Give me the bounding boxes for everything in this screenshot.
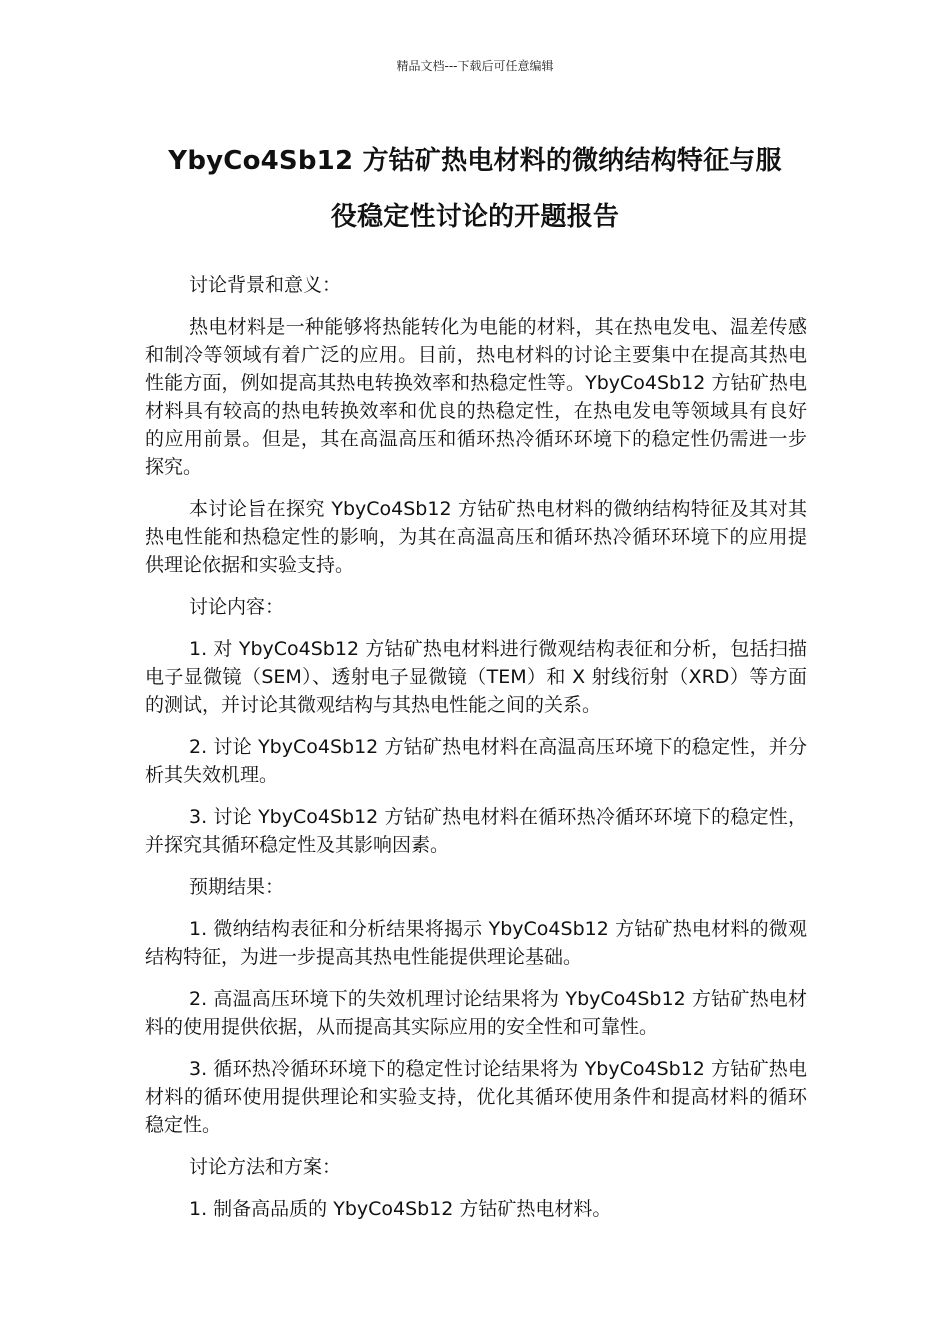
paragraph-purpose: 本讨论旨在探究 YbyCo4Sb12 方钴矿热电材料的微纳结构特征及其对其热电性能和热稳定性的影响，为其在高温高压和循环热冷循环环境下的应用提供理论依据和实验支持。: [145, 498, 807, 576]
content-item-1: 1. 对 YbyCo4Sb12 方钴矿热电材料进行微观结构表征和分析，包括扫描电子显微镜（SEM）、透射电子显微镜（TEM）和 X 射线衍射（XRD）等方面的测试，并讨论其微观结构与其热电性能之间的关系。: [145, 638, 807, 716]
paragraph-background: 热电材料是一种能够将热能转化为电能的材料，其在热电发电、温差传感和制冷等领域有着广泛的应用。目前，热电材料的讨论主要集中在提高其热电性能方面，例如提高其热电转换效率和热稳定性等。YbyCo4Sb12 方钴矿热电材料具有较高的热电转换效率和优良的热稳定性，在热电发电等领域具有良好的应用前景。但是，其在高温高压和循环热冷循环环境下的稳定性仍需进一步探究。: [145, 316, 807, 478]
section-heading-content: 讨论内容：: [189, 596, 285, 618]
content-item-3: 3. 讨论 YbyCo4Sb12 方钴矿热电材料在循环热冷循环环境下的稳定性，并探究其循环稳定性及其影响因素。: [145, 806, 807, 856]
result-item-3: 3. 循环热冷循环环境下的稳定性讨论结果将为 YbyCo4Sb12 方钴矿热电材料的循环使用提供理论和实验支持，优化其循环使用条件和提高材料的循环稳定性。: [145, 1058, 807, 1136]
section-heading-expected-results: 预期结果：: [189, 876, 285, 898]
header-note: 精品文档---下载后可任意编辑: [396, 59, 554, 73]
section-heading-background: 讨论背景和意义：: [189, 274, 342, 296]
method-item-1: 1. 制备高品质的 YbyCo4Sb12 方钴矿热电材料。: [189, 1198, 612, 1220]
document-title-line-1: YbyCo4Sb12 方钴矿热电材料的微纳结构特征与服: [168, 146, 782, 176]
document-title-line-2: 役稳定性讨论的开题报告: [330, 202, 620, 232]
result-item-1: 1. 微纳结构表征和分析结果将揭示 YbyCo4Sb12 方钴矿热电材料的微观结构特征，为进一步提高其热电性能提供理论基础。: [145, 918, 807, 968]
section-heading-methods: 讨论方法和方案：: [189, 1156, 342, 1178]
document-body: [145, 271, 807, 1237]
content-item-2: 2. 讨论 YbyCo4Sb12 方钴矿热电材料在高温高压环境下的稳定性，并分析其失效机理。: [145, 736, 807, 786]
result-item-2: 2. 高温高压环境下的失效机理讨论结果将为 YbyCo4Sb12 方钴矿热电材料的使用提供依据，从而提高其实际应用的安全性和可靠性。: [145, 988, 807, 1038]
